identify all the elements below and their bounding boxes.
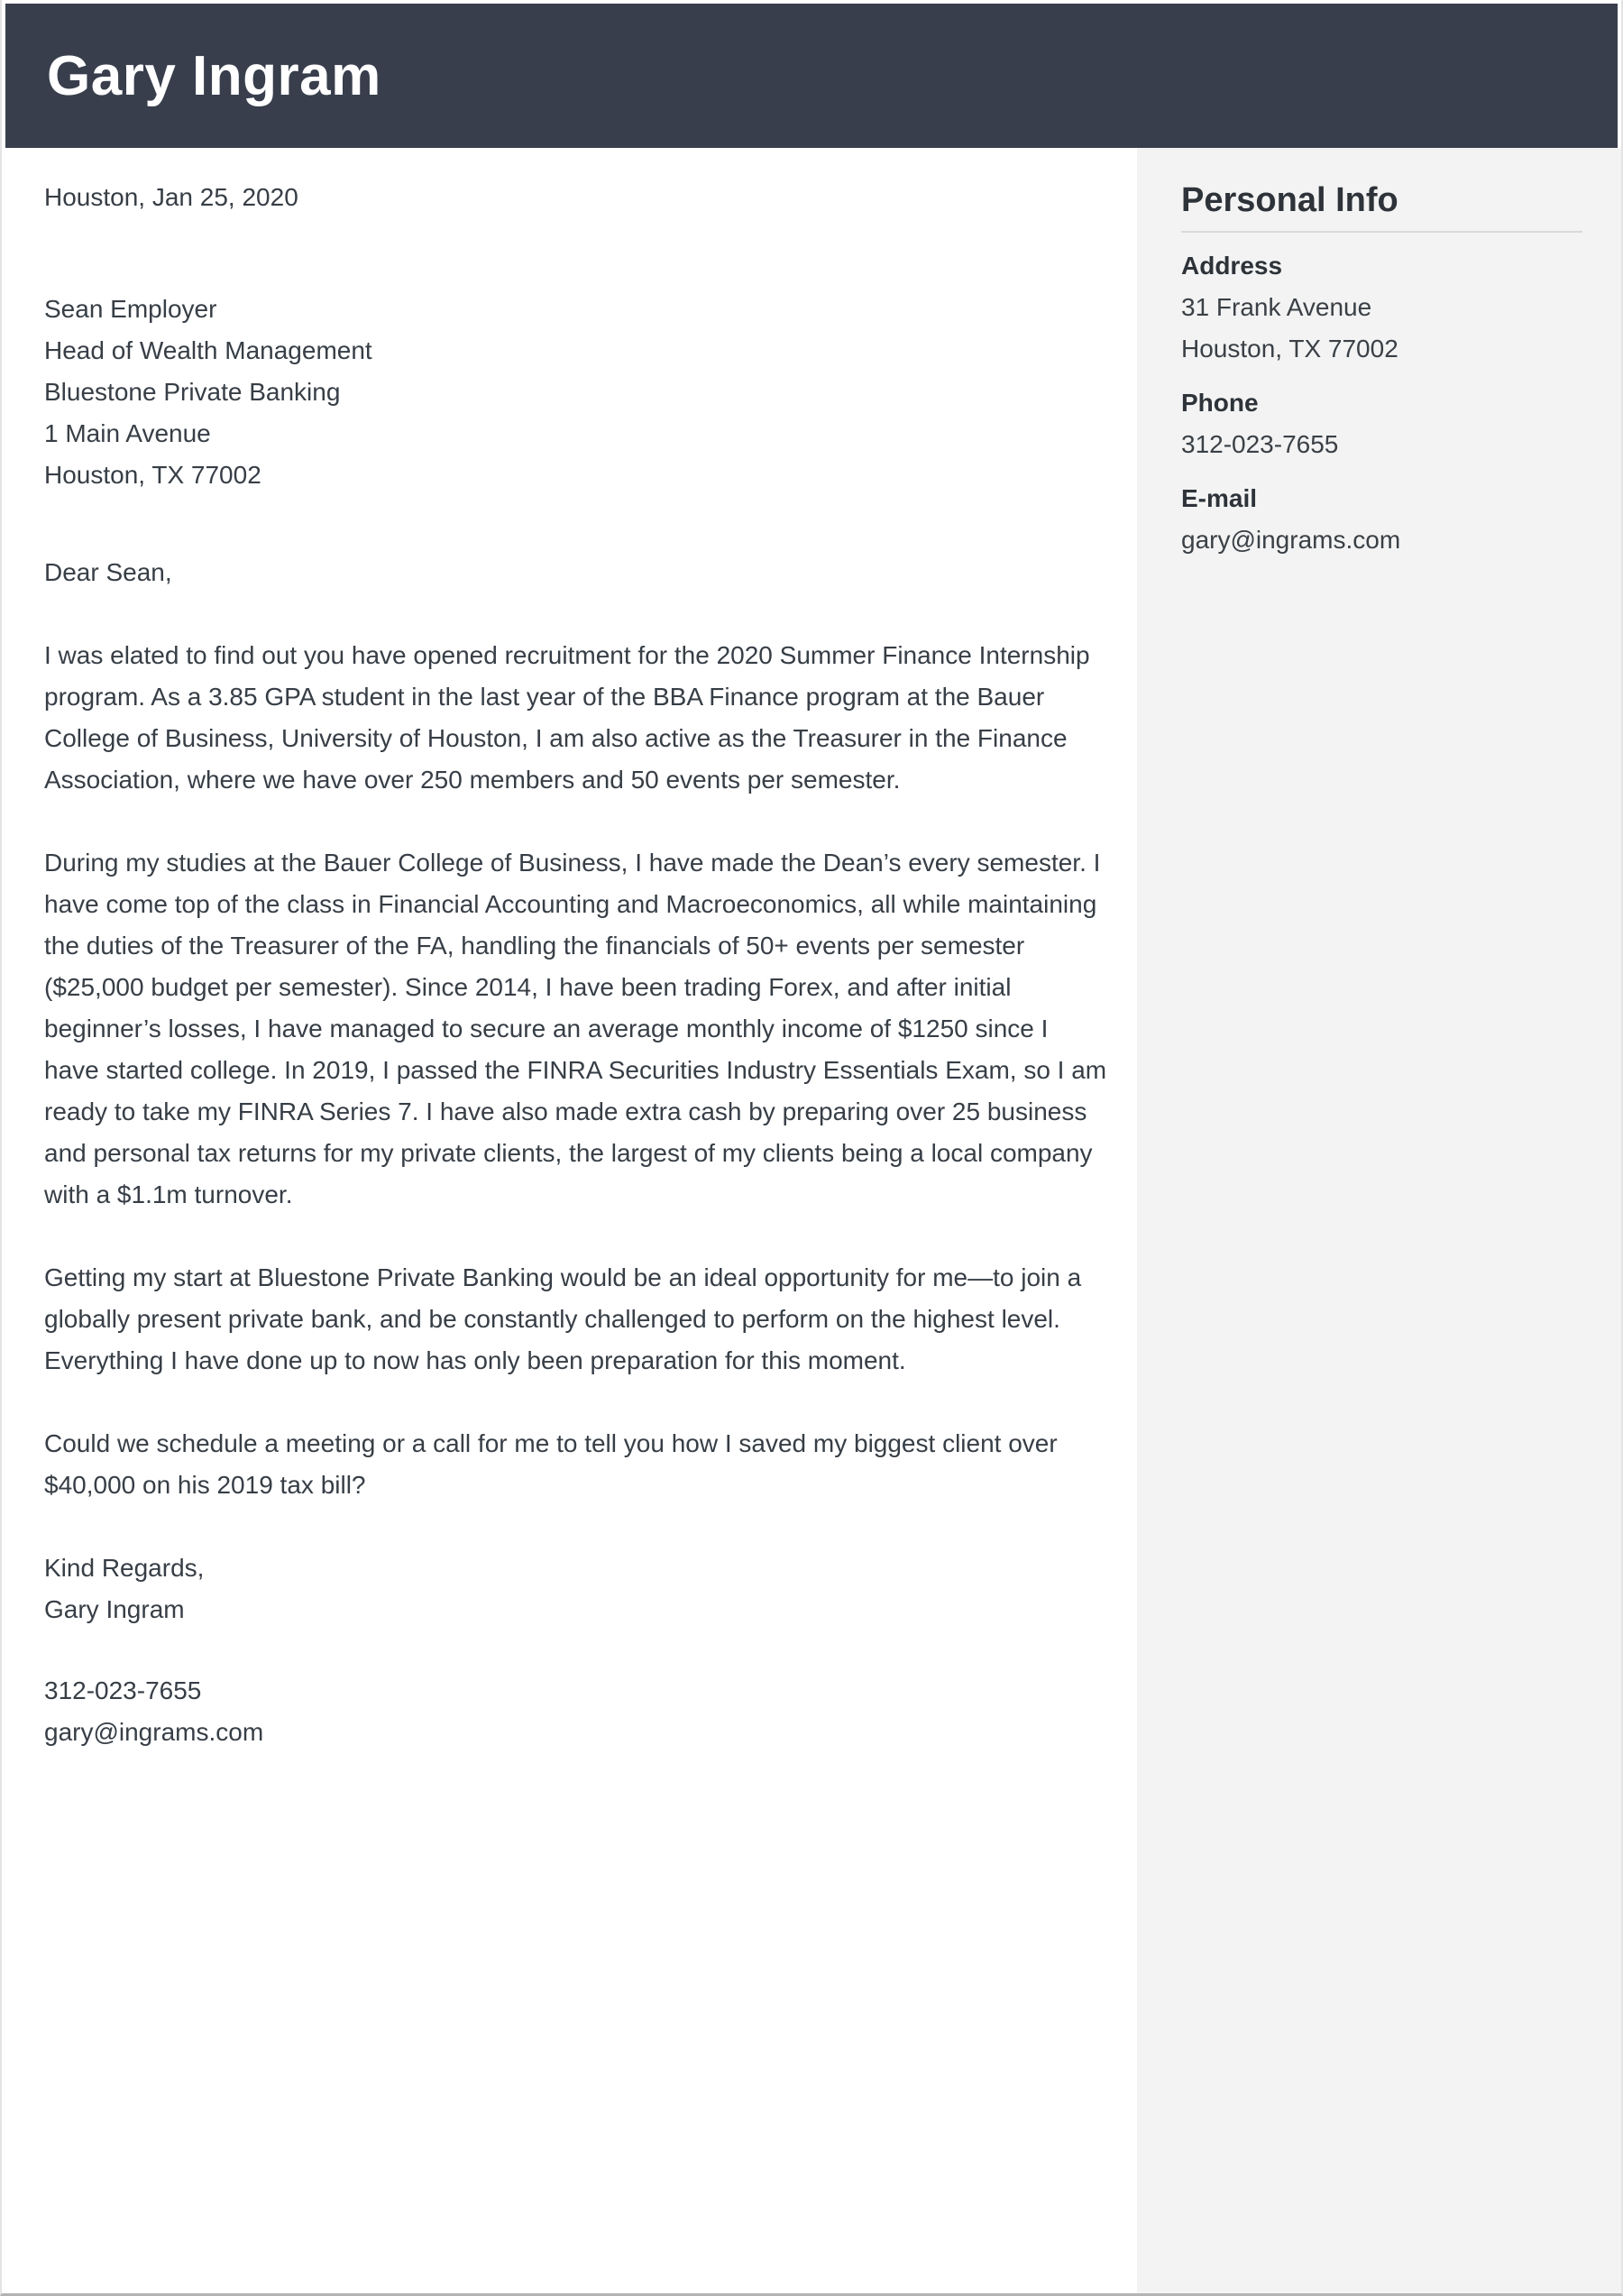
paragraph-1: I was elated to find out you have opened recruitment for the 2020 Summer Finance Internship program. As a 3.85 GPA student in the last year of the BBA Finance program at the Bauer College of Business, University of Houston, I am also active as the Treasurer in the Finance Association, where we have over 250 members and 50 events per semester. [44, 641, 1090, 794]
date-line: Houston, Jan 25, 2020 [44, 183, 298, 211]
closing-phrase: Kind Regards, [44, 1554, 205, 1582]
sidebar-label-email: E-mail [1181, 484, 1258, 512]
recipient-company: Bluestone Private Banking [44, 378, 341, 406]
closing-block [44, 1548, 1108, 1630]
recipient-city: Houston, TX 77002 [44, 461, 261, 489]
sidebar-label-phone: Phone [1181, 389, 1259, 417]
signature-contact-block [44, 1670, 1108, 1753]
sidebar-label-address: Address [1181, 252, 1283, 280]
recipient-block [44, 289, 1108, 496]
sidebar-divider [1181, 231, 1582, 233]
sidebar-section-address [1181, 245, 1582, 370]
sidebar-title: Personal Info [1181, 181, 1398, 219]
sidebar-value-address-line1: 31 Frank Avenue [1181, 293, 1372, 321]
recipient-title: Head of Wealth Management [44, 336, 372, 364]
paragraph-2: During my studies at the Bauer College of Business, I have made the Dean’s every semester. I have come top of the class in Financial Accounting and Macroeconomics, all while maintaining the duties of the Treasurer of the FA, handling the financials of 50+ events per semester ($25,000 budget per semester). Since 2014, I have been trading Forex, and after initial beginner’s losses, I have managed to secure an average monthly income of $1250 since I have started college. In 2019, I passed the FINRA Securities Industry Essentials Exam, so I am ready to take my FINRA Series 7. I have also made extra cash by preparing over 25 business and personal tax returns for my private clients, the largest of my clients being a local company with a $1.1m turnover. [44, 849, 1107, 1208]
personal-info-sidebar [1137, 148, 1621, 2293]
paragraph-4: Could we schedule a meeting or a call for me to tell you how I saved my biggest client over $40,000 on his 2019 tax bill? [44, 1429, 1058, 1499]
letter-body [2, 148, 1137, 1753]
recipient-street: 1 Main Avenue [44, 419, 211, 447]
recipient-name: Sean Employer [44, 295, 217, 323]
applicant-name: Gary Ingram [47, 44, 381, 107]
salutation: Dear Sean, [44, 558, 172, 586]
sidebar-value-address-line2: Houston, TX 77002 [1181, 335, 1398, 363]
header-bar [5, 4, 1618, 148]
closing-name: Gary Ingram [44, 1595, 185, 1623]
sidebar-value-phone: 312-023-7655 [1181, 430, 1339, 458]
sidebar-section-email [1181, 478, 1582, 561]
signature-phone: 312-023-7655 [44, 1676, 202, 1704]
signature-email: gary@ingrams.com [44, 1718, 264, 1746]
paragraph-3: Getting my start at Bluestone Private Banking would be an ideal opportunity for me—to join a globally present private bank, and be constantly challenged to perform on the highest level. Everything I have done up to now has only been preparation for this moment. [44, 1263, 1082, 1374]
sidebar-section-phone [1181, 382, 1582, 465]
sidebar-value-email: gary@ingrams.com [1181, 526, 1401, 554]
